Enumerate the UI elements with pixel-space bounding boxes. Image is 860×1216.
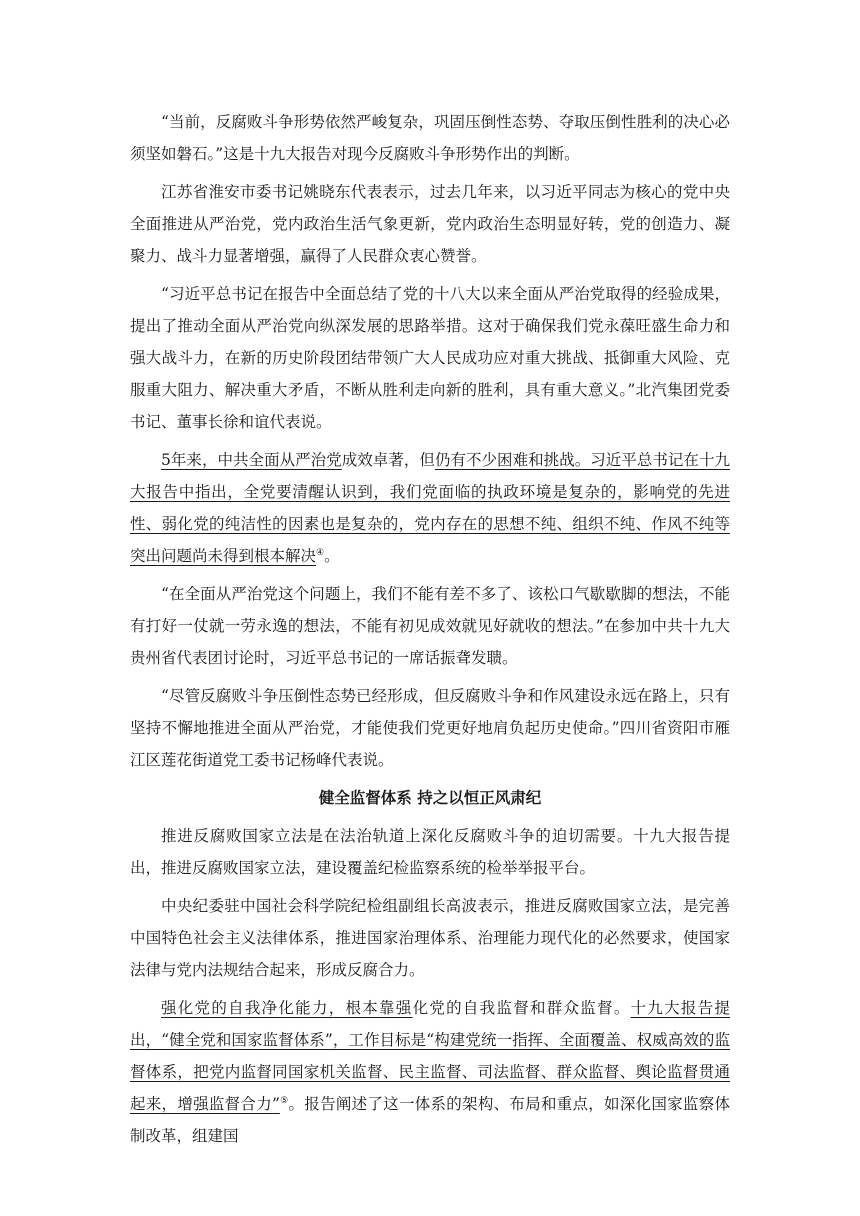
plain-text: 。报告阐述了这一体系的架构、布局和重点，如深化国家监察体制改革，组建国 [130, 1095, 730, 1145]
footnote-marker: ⑤ [279, 1095, 289, 1106]
document-page [130, 106, 730, 1158]
plain-text: 化党的自我监督和群众监督。 [412, 999, 631, 1017]
underlined-text: 十九大报告提出，“健全党和国家监督体系”，工作目标是“构建党统一指挥、全面覆盖、权威高效的监督体系，把党内监督同国家机关监督、民主监督、司法监督、群众监督、舆论监督贯通起来，增强监督合力” [130, 999, 730, 1113]
underlined-text: 强化党的自我净化能力，根本靠强 [161, 999, 413, 1017]
paragraph: “在全面从严治党这个问题上，我们不能有差不多了、该松口气歇歇脚的想法，不能有打好一仗就一劳永逸的想法，不能有初见成效就见好就收的想法。”在参加中共十九大贵州省代表团讨论时，习近平总书记的一席话振聋发聩。 [130, 585, 730, 667]
paragraph: “当前，反腐败斗争形势依然严峻复杂，巩固压倒性态势、夺取压倒性胜利的决心必须坚如磐石。”这是十九大报告对现今反腐败斗争形势作出的判断。 [130, 113, 730, 163]
paragraph: 推进反腐败国家立法是在法治轨道上深化反腐败斗争的迫切需要。十九大报告提出，推进反腐败国家立法，建设覆盖纪检监察系统的检举举报平台。 [130, 827, 730, 877]
plain-text: 。 [324, 547, 340, 565]
plain-text: 成效卓著，但 [341, 451, 435, 469]
underlined-text: 5年来，中共全面从严治党 [161, 451, 342, 469]
footnote-marker: ④ [316, 547, 325, 558]
paragraph-underlined [130, 992, 730, 1152]
paragraph: 江苏省淮安市委书记姚晓东代表表示，过去几年来，以习近平同志为核心的党中央全面推进从严治党，党内政治生活气象更新，党内政治生态明显好转，党的创造力、凝聚力、战斗力显著增强，赢得了人民群众衷心赞誉。 [130, 183, 730, 265]
section-heading: 健全监督体系 持之以恒正风肃纪 [318, 789, 542, 807]
underlined-text: 仍有不少困难和挑战。习近平总书记在十九大报告中指出，全党要清醒认识到，我们党面临的执政环境是复杂的，影响党的先进性、弱化党的纯洁性的因素也是复杂的，党内存在的思想不纯、组织不纯、作风不纯等突出问题尚未得到根本解决 [130, 451, 730, 565]
paragraph: 中央纪委驻中国社会科学院纪检组副组长高波表示，推进反腐败国家立法，是完善中国特色社会主义法律体系，推进国家治理体系、治理能力现代化的必然要求，使国家法律与党内法规结合起来，形成反腐合力。 [130, 897, 730, 979]
paragraph-underlined [130, 444, 730, 572]
paragraph: “习近平总书记在报告中全面总结了党的十八大以来全面从严治党取得的经验成果，提出了推动全面从严治党向纵深发展的思路举措。这对于确保我们党永葆旺盛生命力和强大战斗力，在新的历史阶段团结带领广大人民成功应对重大挑战、抵御重大风险、克服重大阻力、解决重大矛盾，不断从胜利走向新的胜利，具有重大意义。”北汽集团党委书记、董事长徐和谊代表说。 [130, 285, 730, 431]
paragraph: “尽管反腐败斗争压倒性态势已经形成，但反腐败斗争和作风建设永远在路上，只有坚持不懈地推进全面从严治党，才能使我们党更好地肩负起历史使命。”四川省资阳市雁江区莲花街道党工委书记杨峰代表说。 [130, 687, 730, 769]
